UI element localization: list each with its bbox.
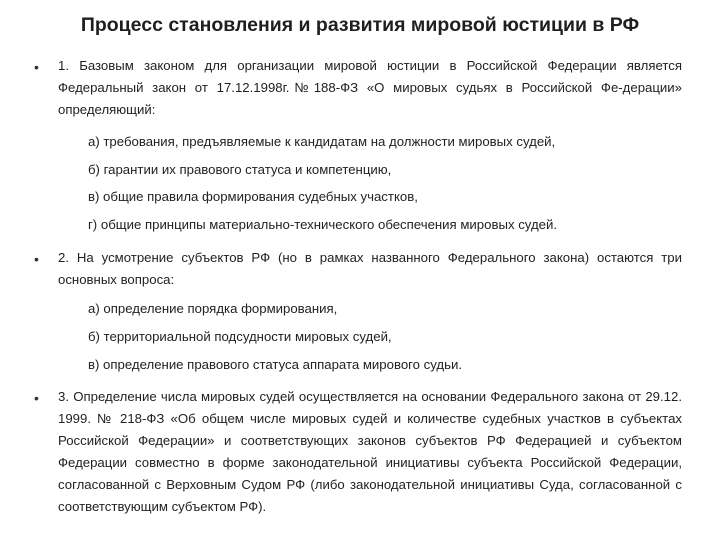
- point-1-item-c: в) общие правила формирования судебных участков,: [88, 189, 418, 204]
- point-1-item-b: б) гарантии их правового статуса и компетенцию,: [88, 162, 392, 177]
- point-1-text: 1. Базовым законом для организации мировой юстиции в Российской Федерации является Федеральный закон от 17.12.1998г.№188-ФЗ «О мировых судьях в Российской Фе-дерации» определяющий:: [58, 58, 682, 117]
- point-2-item-c: в) определение правового статуса аппарата мирового судьи.: [88, 357, 463, 372]
- point-1-item-a: а) требования, предъявляемые к кандидатам на должности мировых судей,: [88, 134, 556, 149]
- point-3-text: 3. Определение числа мировых судей осуществляется на основании Федерального закона от 29.12. 1999. № 218-ФЗ «Об общем числе мировых судей и количестве судебных участков в субъектах Российской Федерации» и соответствующих законов субъектов РФ Федерацией и субъектом Федерации совместно в форме законодательной инициативы субъекта Российской Федерации, согласованной с Верховным Судом РФ (либо законодательной инициативы Суда, согласованной с соответствующим субъектом РФ).: [58, 389, 682, 514]
- bullet-marker: •: [34, 390, 39, 406]
- point-2-item-b: б) территориальной подсудности мировых судей,: [88, 329, 392, 344]
- bullet-marker: •: [34, 59, 39, 75]
- slide-title: Процесс становления и развития мировой юстиции в РФ: [80, 14, 640, 36]
- point-2-item-a: а) определение порядка формирования,: [88, 301, 338, 316]
- point-1-item-d: г) общие принципы материально-технического обеспечения мировых судей.: [88, 217, 558, 232]
- bullet-marker: •: [34, 251, 39, 267]
- point-2-text: 2. На усмотрение субъектов РФ (но в рамках названного Федерального закона) остаются три основных вопроса:: [58, 250, 682, 287]
